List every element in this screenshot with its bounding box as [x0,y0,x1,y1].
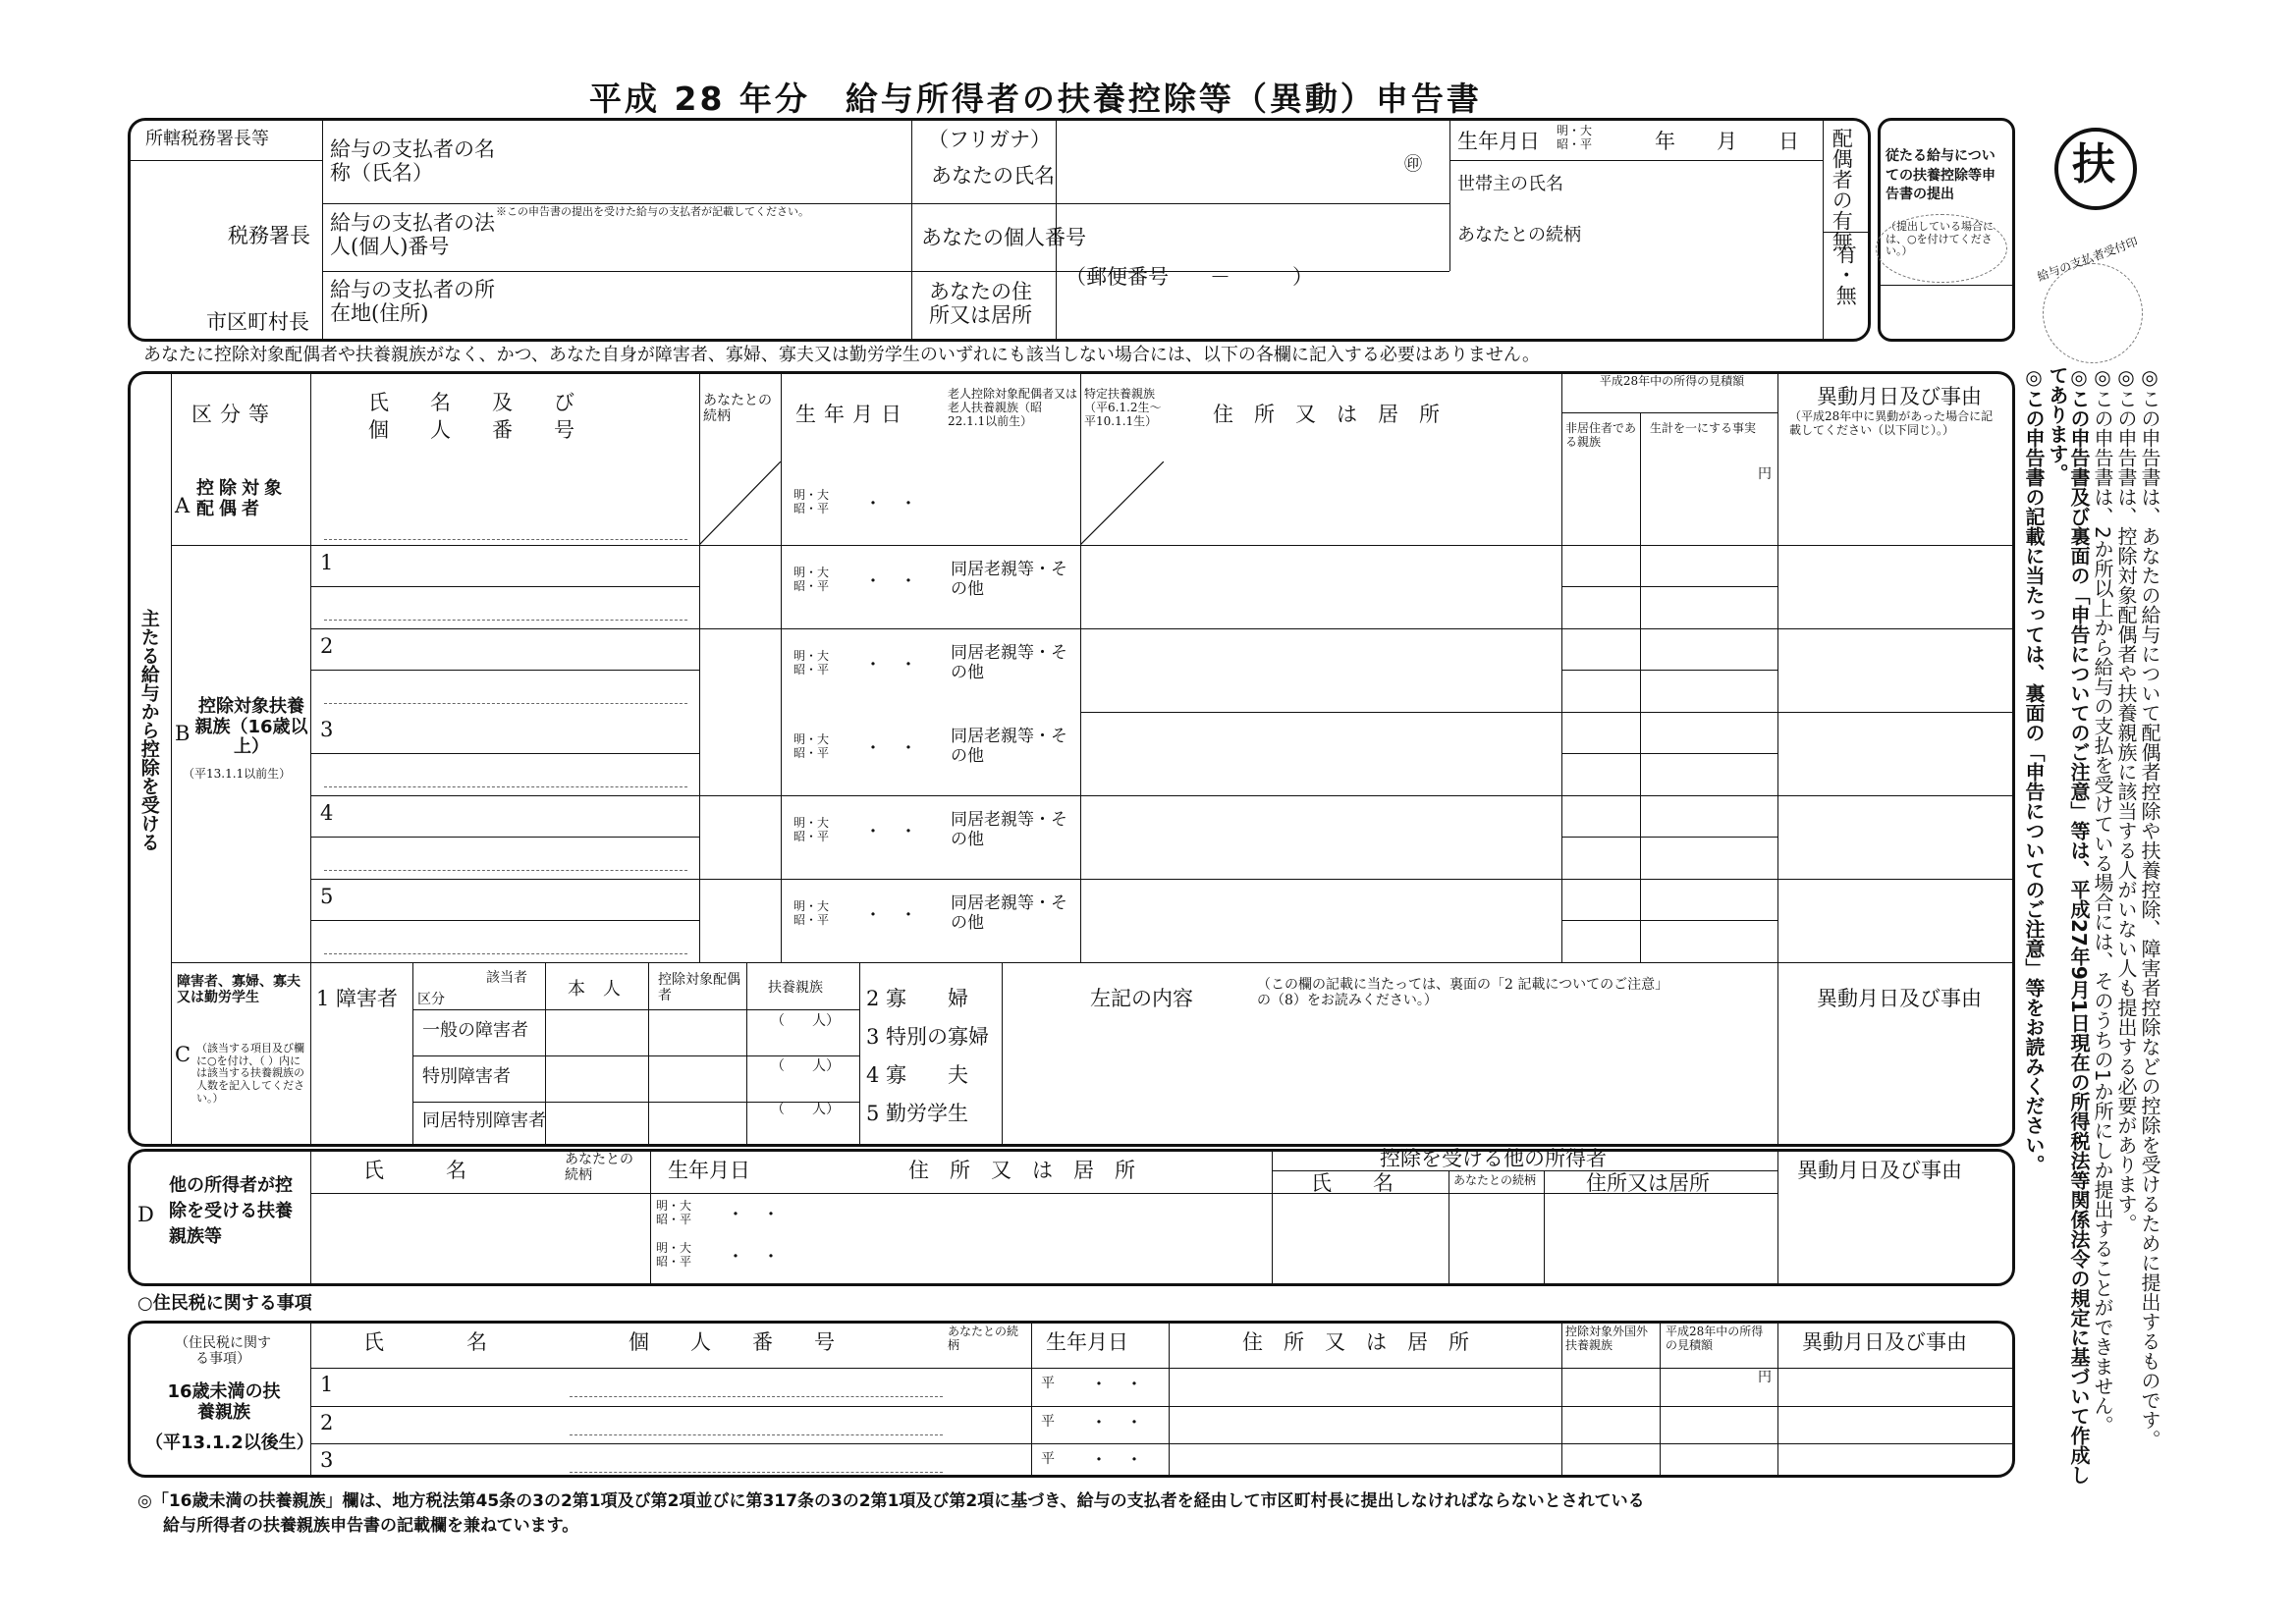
relation-label: あなたとの続柄 [1457,225,1581,245]
tax-office-label: 税務署長 [228,224,310,247]
disabled-label[interactable]: 1 障害者 [316,987,399,1010]
side-note: ◎この申告書の記載に当たっては、裏面の「申告についてのご注意」等をお読みください。 [2022,365,2046,1174]
your-name-input[interactable] [1066,157,1394,198]
d-era-1: 明・大 昭・平 [656,1199,692,1226]
col-address: 住 所 又 は 居 所 [1213,403,1440,426]
spouse-yes-no[interactable]: 有・無 [1833,243,1858,305]
col-name-l2: 個 人 番 号 [368,418,574,442]
dependent-dots: ・ ・ [864,738,917,759]
payer-address-label: 給与の支払者の所在地(住所) [330,278,495,326]
special-widow-label[interactable]: 3 特別の寡婦 [866,1025,990,1049]
left-detail-label: 左記の内容 [1090,987,1193,1010]
dependent-cohabit[interactable]: 同居老親等・その他 [951,727,1067,766]
self-label: 本 人 [568,979,621,1000]
spouse-label: 配偶者の有無 [1830,128,1854,251]
payer-number-label: 給与の支払者の法人(個人)番号 [330,211,495,259]
seal-mark: ㊞ [1404,154,1422,175]
applicable-label: 該当者 [486,970,527,986]
row-b-note: （平13.1.1以前生） [183,767,292,781]
persons-1: （ 人） [771,1013,840,1029]
side-note: ◎この申告書は、2か所以上から給与の支払を受けている場合には、そのうちの1か所にしか提出することができません。 [2091,365,2114,1435]
resident-row-no: 3 [320,1448,334,1472]
row-a-specific-slash [1080,461,1164,545]
side-notes [2023,365,2160,1485]
left-detail-note: （この欄の記載に当たっては、裏面の「2 記載についてのご注意」の（8）をお読みください。） [1257,977,1669,1009]
furigana-label: （フリガナ） [928,128,1051,151]
your-number-input[interactable] [1066,218,1443,264]
dependent-no: 5 [320,885,334,908]
office-label: 所轄税務署長等 [145,129,269,149]
resident-dots: ・ ・ [1090,1413,1143,1434]
dependent-era: 明・大 昭・平 [793,566,830,593]
dependent-era: 明・大 昭・平 [793,816,830,843]
row-a-relation-slash [699,461,781,545]
d-dots-1: ・ ・ [727,1205,780,1225]
d-birth: 生年月日 [668,1159,750,1182]
dependent-era: 明・大 昭・平 [793,899,830,927]
footer-line1: ◎「16歳未満の扶養親族」欄は、地方税法第45条の3の2第1項及び第2項並びに第317条の3の2第1項及び第2項に基づき、給与の支払者を経由して市区町村長に提出しなければならないとされている [137,1491,1645,1511]
res-change: 異動月日及び事由 [1802,1330,1967,1354]
row-c-code: C [175,1043,191,1066]
res-relation: あなたとの続柄 [948,1325,1019,1352]
resident-dots: ・ ・ [1090,1375,1143,1395]
col-change-note: （平成28年中に異動があった場合に記載してください（以下同じ）。） [1789,409,1994,437]
col-relation: あなたとの続柄 [703,393,772,425]
special-disabled[interactable]: 特別障害者 [422,1066,511,1087]
side-note: ◎この申告書は、あなたの給与について配偶者控除や扶養控除、障害者控除などの控除を受けるために提出するものです。 [2138,365,2161,1449]
change-label-c: 異動月日及び事由 [1817,987,1982,1010]
postal-code: （郵便番号 － ） [1066,265,1313,289]
d-address: 住 所 又 は 居 所 [908,1159,1135,1182]
col-kubun: 区分等 [191,403,277,426]
resident-number-field[interactable] [570,1458,943,1473]
yen-unit: 円 [1758,466,1772,482]
d-other-address: 住所又は居所 [1586,1171,1710,1195]
res-income: 平成28年中の所得の見積額 [1666,1325,1764,1352]
d-other-name: 氏 名 [1311,1171,1394,1195]
footer-line2: 給与所得者の扶養親族申告書の記載欄を兼ねています。 [163,1516,579,1536]
resident-number-field[interactable] [570,1421,943,1435]
secondary-circle[interactable] [1876,214,2007,283]
student-label[interactable]: 5 勤労学生 [866,1102,969,1125]
dependent-cohabit[interactable]: 同居老親等・その他 [951,643,1067,682]
resident-row-no: 1 [320,1373,334,1396]
dependent-cohabit[interactable]: 同居老親等・その他 [951,560,1067,599]
res-birth: 生年月日 [1046,1330,1128,1354]
d-code: D [137,1203,154,1226]
dependent-number-field[interactable] [324,940,687,954]
side-note: ◎この申告書及び裏面の「申告についてのご注意」等は、平成27年9月1日現在の所得税法等関係法令の規定に基づいて作成してあります。 [2046,365,2091,1485]
widow-label[interactable]: 2 寡 婦 [866,987,969,1010]
main-side-label: 主たる給与から控除を受ける [137,609,160,851]
d-change: 異動月日及び事由 [1797,1159,1962,1182]
dependent-dots: ・ ・ [864,822,917,842]
spouse-col-label: 控除対象配偶者 [658,972,740,1004]
d-label: 他の所得者が控除を受ける扶養親族等 [169,1175,293,1248]
cohabit-special-disabled[interactable]: 同居特別障害者 [422,1110,546,1131]
persons-3: （ 人） [771,1102,840,1117]
row-a-number-field[interactable] [324,525,687,540]
dependent-era: 明・大 昭・平 [793,649,830,676]
dependent-number-field[interactable] [324,773,687,787]
householder-label: 世帯主の氏名 [1457,174,1563,194]
col-nonresident: 非居住者である親族 [1565,421,1637,449]
dependent-number-field[interactable] [324,856,687,871]
d-relation: あなたとの続柄 [565,1152,633,1184]
res-address: 住 所 又 は 居 所 [1242,1330,1469,1354]
col-income-head: 平成28年中の所得の見積額 [1599,374,1745,388]
dependent-number-field[interactable] [324,689,687,704]
your-address-label: あなたの住所又は居所 [929,280,1032,328]
d-name: 氏 名 [363,1159,466,1182]
d-era-2: 明・大 昭・平 [656,1241,692,1269]
dependent-no: 4 [320,801,334,825]
row-a-label: 控除対象配偶者 [196,478,287,519]
your-name-label: あなたの氏名 [931,164,1055,188]
row-b-label: 控除対象扶養親族（16歳以上） [194,696,308,758]
receipt-stamp-label: 給与の支払者受付印 [2035,235,2140,285]
fu-mark-text: 扶 [2072,139,2115,189]
dependent-cohabit[interactable]: 同居老親等・その他 [951,893,1067,933]
col-change: 異動月日及び事由 [1817,385,1982,408]
resident-era: 平 [1041,1451,1055,1467]
d-other-head: 控除を受ける他の所得者 [1380,1147,1607,1170]
kubun-label: 区分 [417,992,445,1007]
res-name: 氏 名 [363,1330,487,1354]
city-head-label: 市区町村長 [206,310,309,334]
res-nonresident: 控除対象外国外扶養親族 [1565,1325,1649,1352]
birth-ymd: 年 月 日 [1655,130,1799,153]
persons-2: （ 人） [771,1058,840,1074]
res-label2: 16歳未満の扶養親族 [167,1381,281,1423]
resident-era: 平 [1041,1376,1055,1391]
d-dots-2: ・ ・ [727,1247,780,1268]
row-c-label: 障害者、寡婦、寡夫又は勤労学生 [177,974,301,1006]
resident-number-field[interactable] [570,1382,943,1397]
secondary-title: 従たる給与についての扶養控除等申告書の提出 [1886,148,1995,203]
resident-dots: ・ ・ [1090,1450,1143,1471]
row-a-dots: ・ ・ [864,494,917,514]
col-birth: 生年月日 [795,403,909,426]
page-title: 平成 28 年分 給与所得者の扶養控除等（異動）申告書 [589,80,1482,118]
resident-era: 平 [1041,1414,1055,1430]
dependent-dots: ・ ・ [864,905,917,926]
side-note: ◎この申告書は、控除対象配偶者や扶養親族に該当する人がいない人も提出する必要があります。 [2114,365,2138,1233]
dependent-dots: ・ ・ [864,655,917,676]
res-yen: 円 [1758,1370,1772,1385]
dependent-col-label: 扶養親族 [768,980,823,996]
your-number-label: あなたの個人番号 [921,226,1086,249]
payer-name-input[interactable] [496,137,902,193]
col-specific: 特定扶養親族（平6.1.2生～平10.1.1生） [1084,387,1162,428]
res-label1: （住民税に関する事項） [175,1335,271,1368]
dependent-era: 明・大 昭・平 [793,732,830,760]
row-b-code: B [175,722,191,745]
res-label3: （平13.1.2以後生） [145,1433,314,1453]
payer-address-input[interactable] [496,279,902,335]
birth-era: 明・大 昭・平 [1557,124,1593,151]
payer-number-note: ※この申告書の提出を受けた給与の支払者が記載してください。 [496,205,809,218]
row-a-code: A [175,494,191,517]
col-name-l1: 氏 名 及 び [368,391,574,414]
notice-text: あなたに控除対象配偶者や扶養親族がなく、かつ、あなた自身が障害者、寡婦、寡夫又は勤労学生のいずれにも該当しない場合には、以下の各欄に記入する必要はありません。 [143,345,1540,365]
birthdate-label: 生年月日 [1457,130,1540,153]
resident-heading: ○住民税に関する事項 [137,1293,312,1314]
res-number: 個 人 番 号 [629,1330,835,1354]
dependent-cohabit[interactable]: 同居老親等・その他 [951,810,1067,849]
row-c-note: （該当する項目及び欄に○を付け、（ ）内には該当する扶養親族の人数を記入してください。） [196,1042,304,1105]
dependent-no: 1 [320,551,334,574]
col-elderly: 老人控除対象配偶者又は老人扶養親族（昭22.1.1以前生） [948,387,1078,428]
resident-row-no: 2 [320,1411,334,1434]
dependent-no: 3 [320,718,334,741]
secondary-note: （提出している場合には、○を付けてください。） [1886,220,1994,258]
dependent-no: 2 [320,634,334,658]
widower-label[interactable]: 4 寡 夫 [866,1063,969,1087]
row-a-era: 明・大 昭・平 [793,488,830,515]
dependent-dots: ・ ・ [864,571,917,592]
dependent-number-field[interactable] [324,606,687,621]
col-support: 生計を一にする事実 [1650,421,1757,435]
d-other-relation: あなたとの続柄 [1453,1173,1537,1187]
general-disabled[interactable]: 一般の障害者 [422,1020,528,1041]
payer-name-label: 給与の支払者の名称（氏名） [330,137,495,186]
